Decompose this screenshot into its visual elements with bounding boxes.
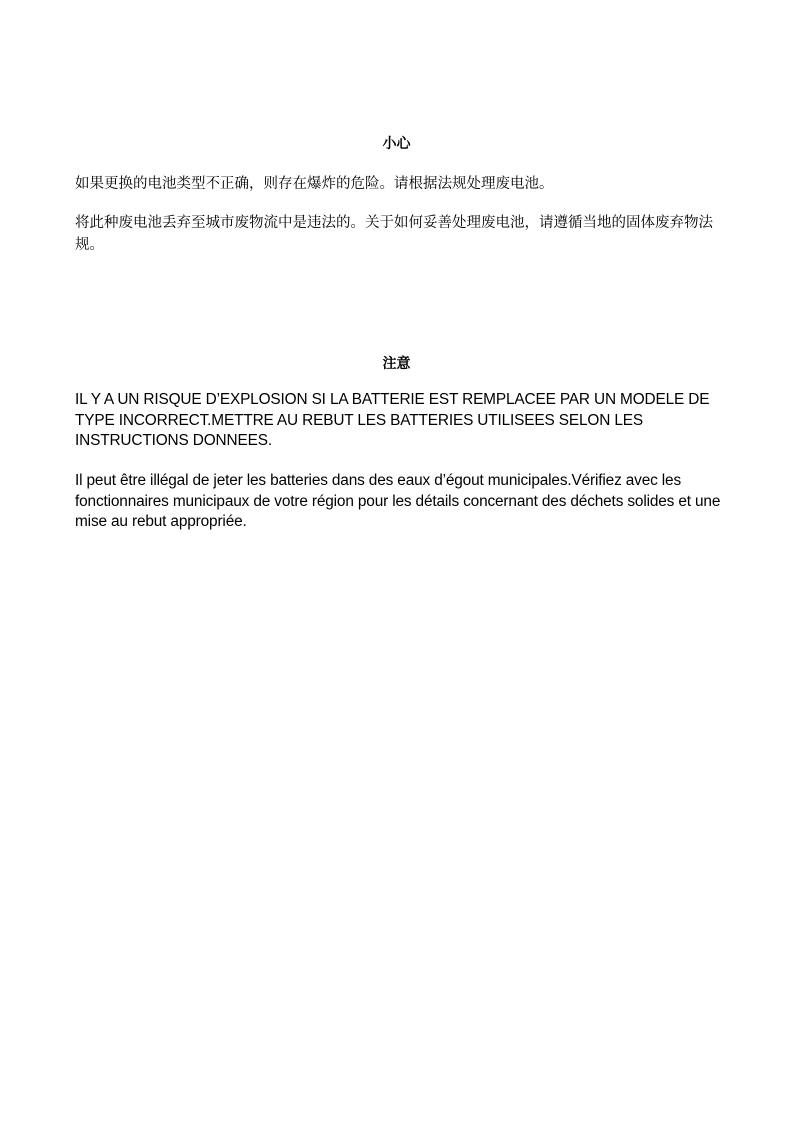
caution-paragraph-french-2: Il peut être illégal de jeter les batteries dans des eaux d’égout municipales.Vérifiez avec les fonctionnaires municipaux de votre région pour les détails concernant des déchets solides et une mise au rebut appropriée. — [75, 472, 721, 530]
caution-paragraph-french-1: IL Y A UN RISQUE D’EXPLOSION SI LA BATTERIE EST REMPLACEE PAR UN MODELE DE TYPE INCORRECT.METTRE AU REBUT LES BATTERIES UTILISEES SELON LES INSTRUCTIONS DONNEES. — [75, 391, 710, 449]
caution-paragraph-chinese-2: 将此种废电池丢弃至城市废物流中是违法的。关于如何妥善处理废电池，请遵循当地的固体废弃物法规。 — [75, 215, 713, 253]
caution-paragraph-chinese-1: 如果更换的电池类型不正确，则存在爆炸的危险。请根据法规处理废电池。 — [75, 176, 554, 192]
caution-heading-chinese: 小心 — [382, 136, 411, 152]
caution-heading-french: 注意 — [382, 356, 411, 372]
